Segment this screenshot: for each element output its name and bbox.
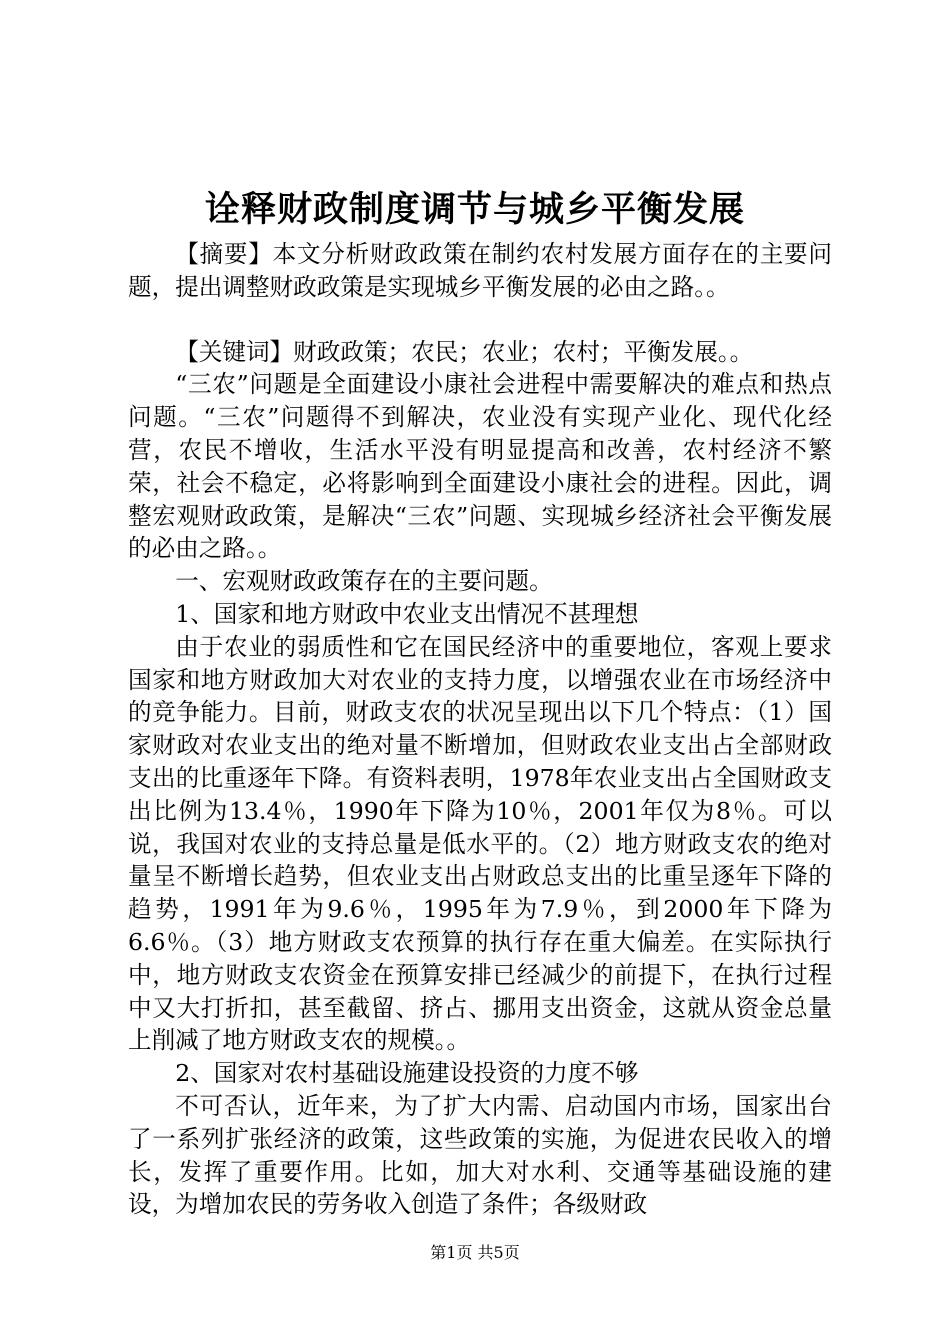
abstract-paragraph: 【摘要】本文分析财政政策在制约农村发展方面存在的主要问题，提出调整财政政策是实现城乡平衡发展的必由之路。。 [128, 240, 832, 301]
document-title: 诠释财政制度调节与城乡平衡发展 [204, 189, 745, 230]
document-body [128, 238, 832, 1221]
paragraph-spacer [128, 304, 832, 336]
page-number-footer: 第1页 共5页 [430, 1243, 520, 1262]
subsection-heading-1: 1、国家和地方财政中农业支出情况不甚理想 [175, 599, 639, 628]
body-paragraph-1: 由于农业的弱质性和它在国民经济中的重要地位，客观上要求国家和地方财政加大对农业的支持力度，以增强农业在市场经济中的竞争能力。目前，财政支农的状况呈现出以下几个特点：（1）国家财政对农业支出的绝对量不断增加，但财政农业支出占全部财政支出的比重逐年下降。有资料表明，1978年农业支出占全国财政支出比例为13.4％，1990年下降为10％，2001年仅为8％。可以说，我国对农业的支持总量是低水平的。（2）地方财政支农的绝对量呈不断增长趋势，但农业支出占财政总支出的比重呈逐年下降的趋势，1991年为9.6％，1995年为7.9％，到2000年下降为6.6％。（3）地方财政支农预算的执行存在重大偏差。在实际执行中，地方财政支农资金在预算安排已经减少的前提下，在执行过程中又大打折扣，甚至截留、挤占、挪用支出资金，这就从资金总量上削减了地方财政支农的规模。。 [128, 632, 832, 1055]
section-heading-1: 一、宏观财政政策存在的主要问题。 [175, 567, 553, 596]
intro-paragraph: “三农”问题是全面建设小康社会进程中需要解决的难点和热点问题。“三农”问题得不到解决，农业没有实现产业化、现代化经营，农民不增收，生活水平没有明显提高和改善，农村经济不繁荣，社会不稳定，必将影响到全面建设小康社会的进程。因此，调整宏观财政政策，是解决“三农”问题、实现城乡经济社会平衡发展的必由之路。。 [128, 370, 832, 563]
body-paragraph-2: 不可否认，近年来，为了扩大内需、启动国内市场，国家出台了一系列扩张经济的政策，这些政策的实施，为促进农民收入的增长，发挥了重要作用。比如，加大对水利、交通等基础设施的建设，为增加农民的劳务收入创造了条件；各级财政 [128, 1091, 832, 1219]
keywords-paragraph: 【关键词】财政政策；农民；农业；农村；平衡发展。。 [175, 337, 754, 366]
subsection-heading-2: 2、国家对农村基础设施建设投资的力度不够 [175, 1059, 639, 1088]
